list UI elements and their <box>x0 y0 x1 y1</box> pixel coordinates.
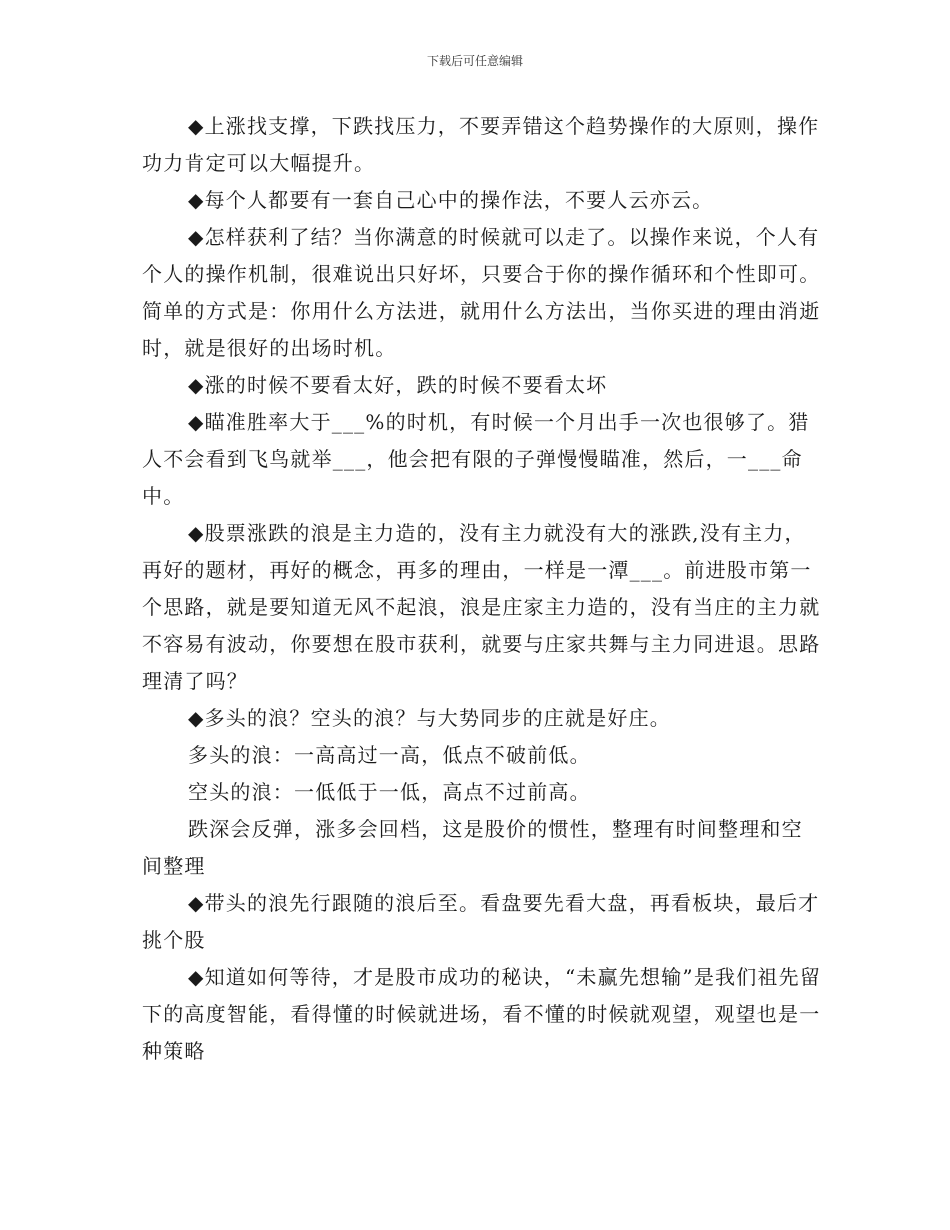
paragraph-12: ◆知道如何等待，才是股市成功的秘诀，“未赢先想输”是我们祖先留下的高度智能，看得懂的时候就进场，看不懂的时候就观望，观望也是一种策略 <box>142 965 822 1063</box>
paragraph-1: ◆上涨找支撑，下跌找压力，不要弄错这个趋势操作的大原则，操作功力肯定可以大幅提升。 <box>142 114 820 175</box>
document-body <box>142 108 822 1070</box>
paragraph-8: 多头的浪：一高高过一高，低点不破前低。 <box>188 743 591 767</box>
paragraph-7: ◆多头的浪？空头的浪？与大势同步的庄就是好庄。 <box>188 706 671 730</box>
paragraph-2: ◆每个人都要有一套自己心中的操作法，不要人云亦云。 <box>188 188 714 212</box>
paragraph-5: ◆瞄准胜率大于___%的时机，有时候一个月出手一次也很够了。猎人不会看到飞鸟就举___，他会把有限的子弹慢慢瞄准，然后，一___命中。 <box>142 410 810 508</box>
paragraph-3: ◆怎样获利了结？当你满意的时候就可以走了。以操作来说，个人有个人的操作机制，很难说出只好坏，只要合于你的操作循环和个性即可。简单的方式是：你用什么方法进，就用什么方法出，当你买进的理由消逝时，就是很好的出场时机。 <box>142 225 821 360</box>
paragraph-9: 空头的浪：一低低于一低，高点不过前高。 <box>188 780 591 804</box>
paragraph-10: 跌深会反弹，涨多会回档，这是股价的惯性，整理有时间整理和空间整理 <box>142 817 803 878</box>
paragraph-6: ◆股票涨跌的浪是主力造的，没有主力就没有大的涨跌,没有主力，再好的题材，再好的概念，再多的理由，一样是一潭___。前进股市第一个思路，就是要知道无风不起浪，浪是庄家主力造的，没有当庄的主力就不容易有波动，你要想在股市获利，就要与庄家共舞与主力同进退。思路理清了吗？ <box>142 521 821 693</box>
page-header: 下载后可任意编辑 <box>426 54 523 68</box>
paragraph-11: ◆带头的浪先行跟随的浪后至。看盘要先看大盘，再看板块，最后才挑个股 <box>142 891 820 952</box>
paragraph-4: ◆涨的时候不要看太好，跌的时候不要看太坏 <box>188 373 608 397</box>
